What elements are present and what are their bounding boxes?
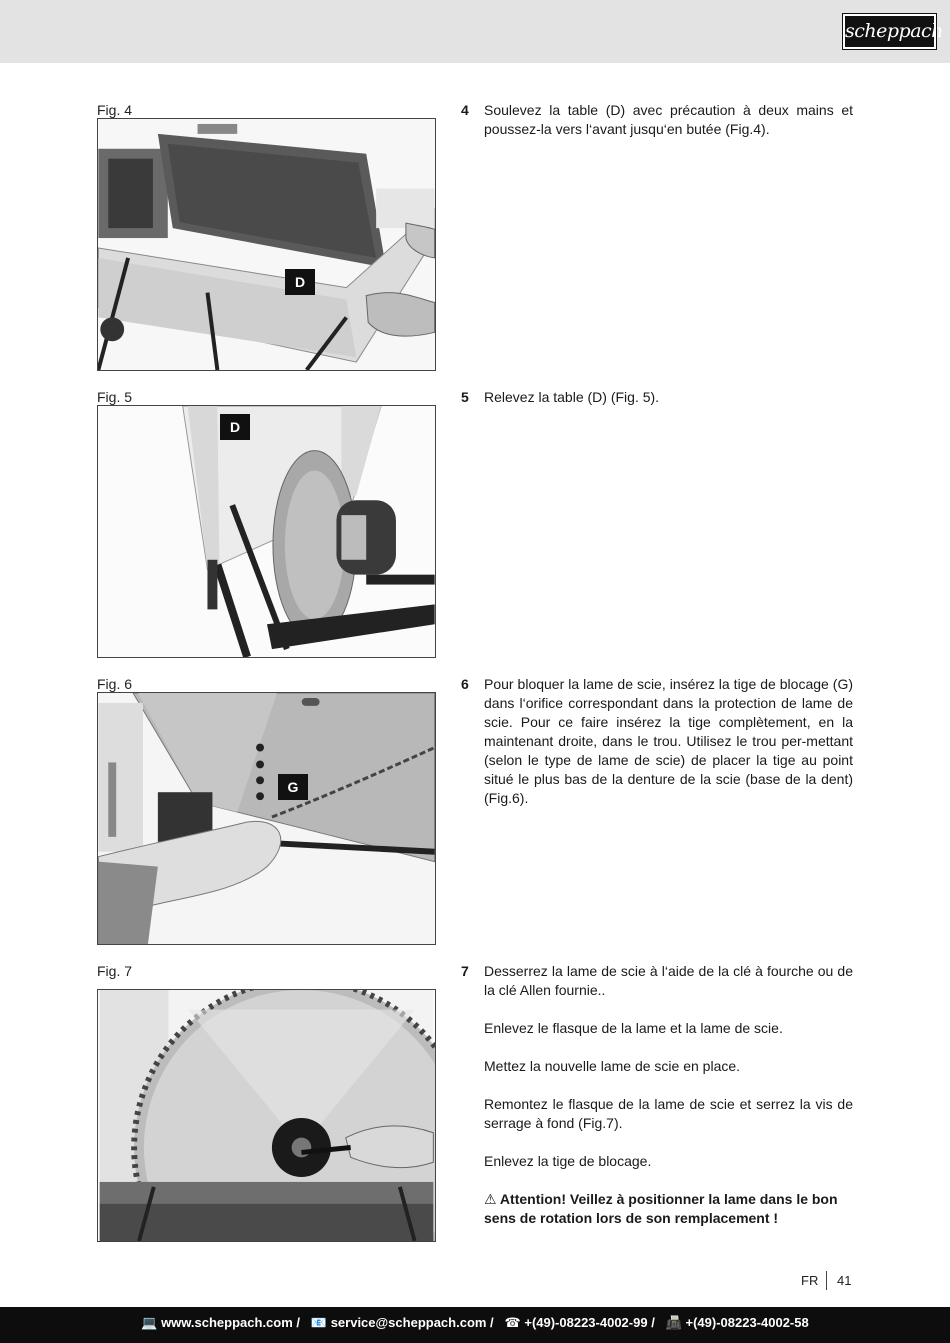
step-text: Enlevez le flasque de la lame et la lame de scie.: [484, 1020, 783, 1036]
step-4: [461, 101, 853, 139]
step-7: [461, 962, 853, 1228]
step-text: Desserrez la lame de scie à l‘aide de la clé à fourche ou de la clé Allen fournie..: [484, 963, 853, 998]
fig-6-callout-g: G: [278, 774, 308, 800]
step-text: Soulevez la table (D) avec précaution à deux mains et poussez-la vers l‘avant jusqu‘en butée (Fig.4).: [484, 102, 853, 137]
website-link[interactable]: 💻 www.scheppach.com /: [141, 1315, 301, 1330]
fig-5-label: Fig. 5: [97, 389, 133, 405]
step-text: Relevez la table (D) (Fig. 5).: [484, 389, 660, 405]
step-number: 5: [461, 389, 469, 405]
fig-6-label: Fig. 6: [97, 676, 133, 692]
contact-bar: [0, 1307, 950, 1343]
step-text: Mettez la nouvelle lame de scie en place.: [484, 1058, 741, 1074]
fig-4-label: Fig. 4: [97, 102, 133, 118]
step-text: Pour bloquer la lame de scie, insérez la tige de blocage (G) dans l‘orifice correspondant dans la protection de lame de scie. Pour ce faire insérez la tige complètement, en la maintenant droite, dans le trou. Utilisez le trou per-mettant (selon le type de lame de scie) de placer la tige au point situé le plus bas de la denture de la scie (base de la dent) (Fig.6).: [484, 676, 853, 806]
page-footer: [780, 1271, 851, 1291]
page-number: 41: [837, 1273, 852, 1288]
scheppach-logo: scheppach: [843, 14, 936, 49]
fig-5-image: [97, 405, 436, 658]
fax-number: 📠 +(49)-08223-4002-58: [665, 1315, 809, 1330]
step-text: Enlevez la tige de blocage.: [484, 1153, 652, 1169]
fig-6-image: [97, 692, 436, 945]
fig-5-callout-d: D: [220, 414, 250, 440]
warning-text: ⚠ Attention! Veillez à positionner la lame dans le bon sens de rotation lors de son remplacement !: [484, 1191, 838, 1226]
fig-4-callout-d: D: [285, 269, 315, 295]
step-6: [461, 675, 853, 808]
step-number: 4: [461, 102, 469, 118]
step-5: [461, 388, 853, 407]
step-text: Remontez le flasque de la lame de scie et serrez la vis de serrage à fond (Fig.7).: [484, 1096, 853, 1131]
fig-7-label: Fig. 7: [97, 963, 133, 979]
step-number: 6: [461, 676, 469, 692]
phone-number: ☎ +(49)-08223-4002-99 /: [504, 1315, 655, 1330]
header-bar: [0, 0, 950, 63]
fig-4-image: [97, 118, 436, 371]
email-link[interactable]: 📧 service@scheppach.com /: [310, 1315, 494, 1330]
language-code: FR: [801, 1273, 819, 1288]
fig-7-image: [97, 989, 436, 1242]
step-number: 7: [461, 963, 469, 979]
footer-divider: [826, 1271, 827, 1290]
